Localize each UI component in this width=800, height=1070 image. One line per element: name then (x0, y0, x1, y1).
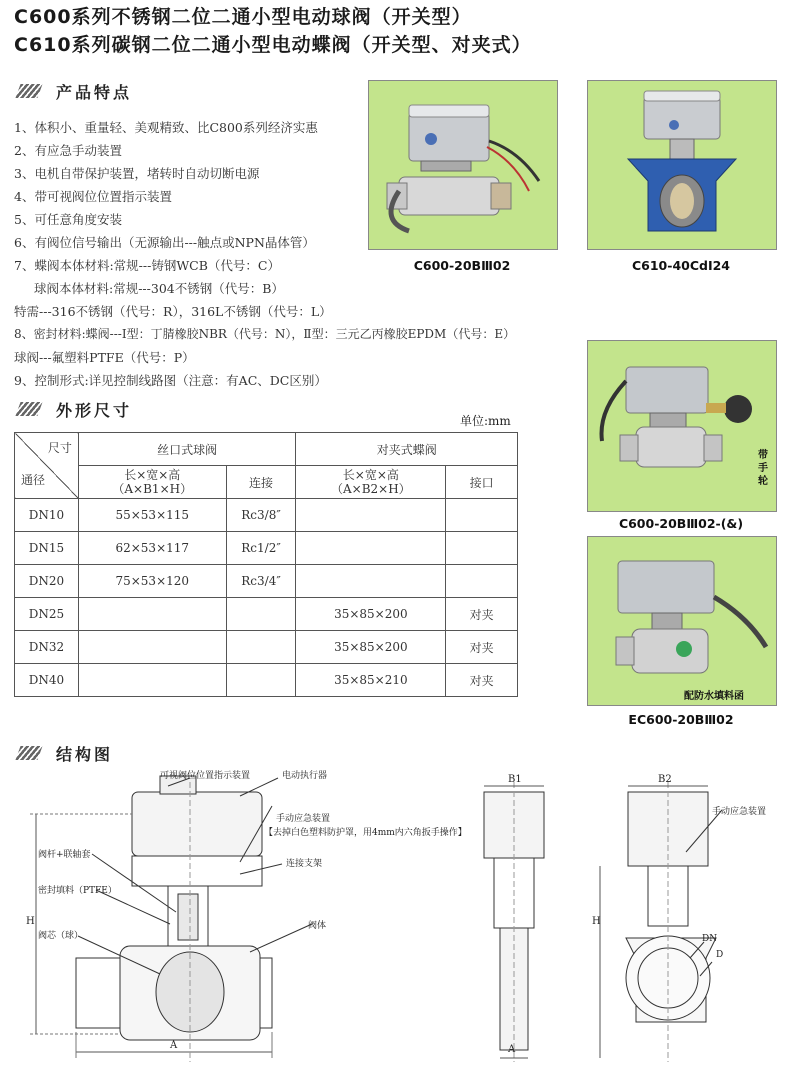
dim-label-dn: DN (702, 934, 718, 944)
label-stem: 阀杆+联轴套 (38, 850, 91, 860)
product-photo-c600-handwheel (587, 340, 777, 512)
table-row (15, 532, 518, 565)
unit-label: 单位:mm (460, 414, 511, 428)
table-row (15, 565, 518, 598)
label-indicator: 可视阀位位置指示装置 (160, 771, 251, 781)
feature-item: 2、有应急手动装置 (14, 143, 122, 158)
table-row (15, 631, 518, 664)
table-cell: 35×85×200 (296, 598, 446, 631)
dim-label-a-side: A (508, 1044, 516, 1055)
feature-item: 7、蝶阀本体材料:常规---铸钢WCB（代号：C） (14, 258, 280, 273)
table-cell (296, 532, 446, 565)
product-photo-c610 (587, 80, 777, 250)
table-cell (78, 664, 226, 697)
section-icon (15, 402, 42, 416)
caption-ec600: EC600-20BⅢ02 (628, 712, 734, 727)
section-dimensions-heading (18, 398, 132, 420)
dim-label-b2: B2 (658, 774, 672, 785)
title-c600: C600系列不锈钢二位二通小型电动球阀（开关型） (14, 6, 472, 28)
caption-c610: C610-40CdⅠ24 (631, 258, 731, 273)
ball-valve-illustration (369, 81, 557, 249)
product-photo-c600 (368, 80, 558, 250)
table-row (15, 664, 518, 697)
table-cell: 55×53×115 (78, 499, 226, 532)
feature-item: 6、有阀位信号输出（无源输出---触点或NPN晶体管） (14, 235, 315, 250)
dimension-table (14, 432, 518, 697)
section-structure-heading (18, 742, 113, 764)
table-cell (446, 499, 518, 532)
section-structure-label: 结构图 (56, 744, 114, 764)
handwheel-tag-char: 带 (758, 450, 768, 461)
section-icon (15, 84, 42, 98)
corner-top-label: 尺寸 (47, 441, 72, 455)
section-features-heading (18, 80, 132, 102)
feature-item: 9、控制形式:详见控制线路图（注意：有AC、DC区别） (14, 373, 327, 388)
table-cell (446, 532, 518, 565)
handwheel-tag (758, 449, 768, 488)
section-features-label: 产品特点 (56, 82, 133, 102)
table-cell (78, 631, 226, 664)
structure-diagram (0, 762, 800, 1070)
table-cell: 对夹 (446, 598, 518, 631)
dim-label-h: H (26, 916, 35, 927)
label-manual-note: 【去掉白色塑料防护罩，用4mm内六角扳手操作】 (264, 828, 467, 838)
feature-item: 4、带可视阀位位置指示装置 (14, 189, 172, 204)
table-cell: Rc3/4″ (226, 565, 296, 598)
label-body: 阀体 (308, 921, 327, 931)
ball-dim-header: 长×宽×高 （A×B1×H） (78, 466, 226, 499)
dim-label-d: D (716, 950, 724, 960)
label-actuator: 电动执行器 (282, 771, 328, 781)
butterfly-dim-header: 长×宽×高 （A×B2×H） (296, 466, 446, 499)
table-cell (78, 598, 226, 631)
handwheel-tag-char: 手 (758, 463, 768, 474)
feature-item: 1、体积小、重量轻、美观精致、比C800系列经济实惠 (14, 120, 318, 135)
dim-label-a: A (170, 1040, 178, 1051)
label-seal: 密封填料（PTFE） (38, 886, 117, 896)
feature-item: 球阀---氟塑料PTFE（代号：P） (14, 350, 195, 365)
table-cell (296, 565, 446, 598)
feature-item: 5、可任意角度安装 (14, 212, 122, 227)
table-cell: Rc1/2″ (226, 532, 296, 565)
table-cell: DN15 (15, 532, 79, 565)
waterproof-valve-illustration (588, 537, 776, 705)
table-cell (226, 631, 296, 664)
section-dimensions-label: 外形尺寸 (56, 400, 133, 420)
table-corner-cell (15, 433, 79, 499)
feature-item: 8、密封材料:蝶阀---Ⅰ型：丁腈橡胶NBR（代号：N），Ⅱ型：三元乙丙橡胶EPDM（代号：E） (14, 327, 516, 341)
label-core: 阀芯（球） (38, 931, 84, 941)
label-manual: 手动应急装置 (276, 814, 331, 824)
connect-header: 连接 (226, 466, 296, 499)
table-cell: 35×85×210 (296, 664, 446, 697)
title-c610: C610系列碳钢二位二通小型电动蝶阀（开关型、对夹式） (14, 34, 532, 56)
table-row (15, 499, 518, 532)
caption-c600: C600-20BⅢ02 (413, 258, 511, 273)
table-cell (226, 598, 296, 631)
feature-item: 3、电机自带保护装置，堵转时自动切断电源 (14, 166, 260, 181)
table-cell: DN25 (15, 598, 79, 631)
label-manual-right: 手动应急装置 (712, 807, 767, 817)
table-cell: DN40 (15, 664, 79, 697)
table-row (15, 598, 518, 631)
feature-item: 特需---316不锈钢（代号：R），316L不锈钢（代号：L） (14, 304, 332, 319)
handwheel-valve-illustration (588, 341, 776, 511)
port-header: 接口 (446, 466, 518, 499)
corner-bottom-label: 通径 (21, 473, 46, 487)
handwheel-tag-char: 轮 (758, 476, 768, 487)
section-icon (15, 746, 42, 760)
table-cell: 对夹 (446, 664, 518, 697)
label-bracket: 连接支架 (286, 859, 323, 869)
table-cell (226, 664, 296, 697)
waterproof-tag: 配防水填料函 (684, 691, 744, 702)
table-cell: 62×53×117 (78, 532, 226, 565)
dim-label-h-right: H (592, 916, 601, 927)
table-cell: 35×85×200 (296, 631, 446, 664)
table-cell: DN10 (15, 499, 79, 532)
table-cell (296, 499, 446, 532)
table-cell (446, 565, 518, 598)
product-photo-ec600 (587, 536, 777, 706)
ball-valve-header: 丝口式球阀 (78, 433, 296, 466)
table-cell: DN20 (15, 565, 79, 598)
table-cell: DN32 (15, 631, 79, 664)
table-cell: 对夹 (446, 631, 518, 664)
dim-label-b1: B1 (508, 774, 522, 785)
butterfly-valve-header: 对夹式蝶阀 (296, 433, 518, 466)
feature-item: 球阀本体材料:常规---304不锈钢（代号：B） (34, 281, 284, 296)
actuator-shape (132, 792, 262, 856)
table-cell: 75×53×120 (78, 565, 226, 598)
bracket-shape (132, 856, 262, 886)
butterfly-valve-illustration (588, 81, 776, 249)
table-cell: Rc3/8″ (226, 499, 296, 532)
caption-c600-handwheel: C600-20BⅢ02-(&) (618, 516, 744, 531)
